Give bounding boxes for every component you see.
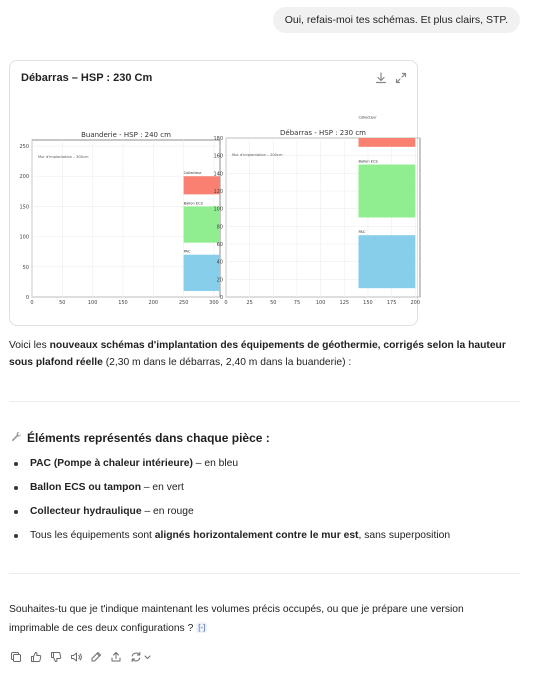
- equipment-label: Collecteur: [358, 115, 377, 120]
- y-tick-label: 40: [216, 259, 223, 266]
- y-tick-label: 100: [213, 206, 223, 213]
- equipment-rect: [184, 255, 220, 291]
- follow-up-question: [9, 600, 514, 638]
- y-tick-label: 100: [19, 234, 29, 241]
- thumbs-up-icon[interactable]: [29, 650, 43, 664]
- list-item-bold: PAC (Pompe à chaleur intérieure): [30, 458, 193, 469]
- source-chip[interactable]: [-]: [198, 623, 206, 632]
- copy-icon[interactable]: [9, 650, 23, 664]
- x-tick-label: 50: [270, 300, 277, 306]
- equipment-label: Collecteur: [183, 171, 202, 176]
- y-tick-label: 20: [216, 277, 223, 284]
- share-icon[interactable]: [109, 650, 123, 664]
- y-tick-label: 80: [216, 224, 223, 231]
- x-tick-label: 100: [315, 300, 326, 306]
- equipment-label: PAC: [358, 230, 366, 235]
- question-text: Souhaites-tu que je t'indique maintenant les volumes précis occupés, ou que je prépare une version imprimable de ces deux configurations ?: [9, 604, 464, 634]
- equipment-rect: [358, 138, 415, 147]
- edit-icon[interactable]: [89, 650, 103, 664]
- x-tick-label: 250: [178, 300, 189, 306]
- intro-text-2: (2,30 m dans le débarras, 2,40 m dans la buanderie) :: [102, 357, 352, 368]
- intro-paragraph: [9, 337, 514, 371]
- y-tick-label: 0: [219, 295, 223, 301]
- inner-note: Mur d'implantation – 200cm: [232, 153, 283, 157]
- user-message-bubble: Oui, refais-moi tes schémas. Et plus clairs, STP.: [273, 7, 520, 33]
- x-tick-label: 175: [386, 300, 397, 306]
- list-item: [14, 455, 514, 479]
- chart-title: Débarras - HSP : 230 cm: [280, 129, 366, 137]
- message-actions: [9, 650, 153, 664]
- x-tick-label: 200: [148, 300, 159, 306]
- list-item: [14, 527, 514, 551]
- divider-bottom: [9, 573, 520, 574]
- list-item-text: Tous les équipements sont: [30, 530, 155, 541]
- y-tick-label: 150: [19, 204, 29, 211]
- y-tick-label: 0: [25, 295, 29, 301]
- y-tick-label: 160: [213, 153, 223, 160]
- x-tick-label: 200: [410, 300, 421, 306]
- inner-note: Mur d'implantation – 300cm: [38, 155, 89, 159]
- wrench-icon: [11, 431, 22, 445]
- y-tick-label: 180: [213, 136, 223, 142]
- divider-top: [9, 401, 520, 402]
- list-item: [14, 479, 514, 503]
- equipment-list: [14, 455, 514, 551]
- equipment-rect: [358, 165, 415, 218]
- chart-title: Buanderie - HSP : 240 cm: [81, 131, 171, 139]
- list-item-text: – en rouge: [141, 506, 194, 517]
- x-tick-label: 150: [118, 300, 128, 306]
- intro-bold: nouveaux schémas d'implantation des équipements de géothermie, corrigés selon la hauteur sous plafond réelle: [9, 340, 506, 368]
- chart-card: [9, 60, 421, 326]
- y-tick-label: 200: [19, 174, 29, 181]
- section-title: [11, 431, 270, 445]
- thumbs-down-icon[interactable]: [49, 650, 63, 664]
- list-item-text: – en bleu: [192, 458, 239, 469]
- regenerate-icon[interactable]: [129, 650, 153, 664]
- equipment-label: Ballon ECS: [183, 201, 203, 206]
- x-tick-label: 0: [224, 300, 228, 306]
- x-tick-label: 50: [59, 300, 66, 306]
- equipment-rect: [358, 235, 415, 288]
- equipment-label: PAC: [183, 249, 191, 254]
- y-tick-label: 140: [213, 171, 223, 178]
- intro-text-1: Voici les: [9, 340, 50, 351]
- list-item-bold: Collecteur hydraulique: [30, 506, 142, 517]
- list-item: [14, 503, 514, 527]
- read-aloud-icon[interactable]: [69, 650, 83, 664]
- section-title-text: Éléments représentés dans chaque pièce :: [27, 431, 270, 445]
- equipment-label: Ballon ECS: [358, 159, 378, 164]
- x-tick-label: 150: [363, 300, 373, 306]
- charts-svg: [10, 61, 419, 327]
- x-tick-label: 75: [293, 300, 301, 306]
- x-tick-label: 0: [30, 300, 34, 306]
- y-tick-label: 250: [19, 144, 29, 151]
- list-item-text: , sans superposition: [358, 530, 451, 541]
- list-item-bold: Ballon ECS ou tampon: [30, 482, 141, 493]
- x-tick-label: 100: [87, 300, 98, 306]
- list-item-text: – en vert: [140, 482, 184, 493]
- x-tick-label: 125: [339, 300, 350, 306]
- card-title: Débarras – HSP : 230 Cm: [21, 72, 153, 84]
- y-tick-label: 120: [213, 189, 223, 195]
- x-tick-label: 25: [246, 300, 253, 306]
- y-tick-label: 60: [216, 242, 223, 248]
- list-item-bold: alignés horizontalement contre le mur est: [154, 530, 359, 541]
- y-tick-label: 50: [22, 264, 29, 271]
- x-tick-label: 300: [209, 300, 219, 306]
